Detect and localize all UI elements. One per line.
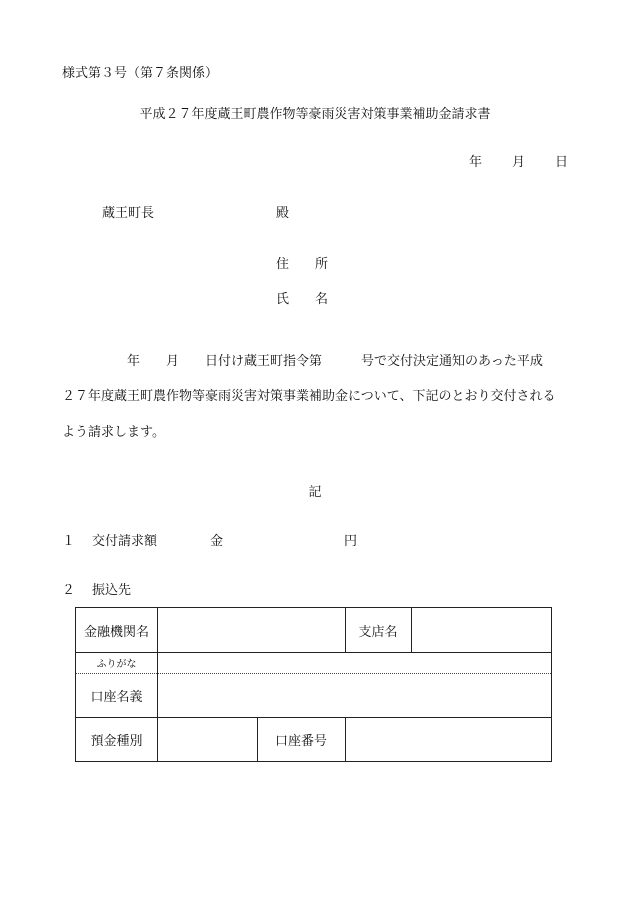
document-title: 平成２７年度蔵王町農作物等豪雨災害対策事業補助金請求書 (139, 107, 491, 122)
form-number: 様式第３号（第７条関係） (62, 66, 219, 81)
date-line (469, 156, 568, 169)
addressee-honorific: 殿 (276, 206, 290, 221)
address-label: 住 所 (276, 257, 329, 272)
bank-transfer-table (75, 607, 552, 762)
date-day-label: 日 (554, 155, 568, 170)
bank-name-label: 金融機関名 (83, 624, 149, 640)
item1-label: 交付請求額 (92, 534, 158, 549)
item2-number: ２ (62, 583, 76, 598)
account-holder-label: 口座名義 (90, 689, 143, 705)
deposit-type-label: 預金種別 (90, 733, 143, 749)
date-year-label: 年 (468, 155, 482, 170)
ki-heading: 記 (308, 485, 322, 500)
item2-label: 振込先 (92, 583, 132, 598)
name-label: 氏 名 (276, 292, 329, 307)
account-number-field[interactable] (345, 717, 551, 761)
item1-kin: 金 (210, 534, 224, 549)
body-line-1: 年 月 日付け蔵王町指令第 号で交付決定通知のあった平成 (62, 354, 543, 369)
body-line-2: ２７年度蔵王町農作物等豪雨災害対策事業補助金について、下記のとおり交付される (62, 389, 556, 404)
branch-field[interactable] (411, 608, 551, 652)
furigana-label: ふりがな (96, 659, 137, 670)
deposit-type-field[interactable] (157, 717, 257, 761)
body-line-3: よう請求します。 (62, 425, 165, 440)
account-number-label: 口座番号 (274, 733, 327, 749)
bank-name-field[interactable] (157, 608, 345, 652)
item1-yen: 円 (344, 534, 358, 549)
furigana-field[interactable] (157, 652, 551, 673)
branch-label: 支店名 (358, 624, 398, 640)
addressee-name: 蔵王町長 (102, 206, 155, 221)
item1-number: １ (62, 534, 76, 549)
date-month-label: 月 (511, 155, 525, 170)
account-holder-field[interactable] (157, 673, 551, 717)
